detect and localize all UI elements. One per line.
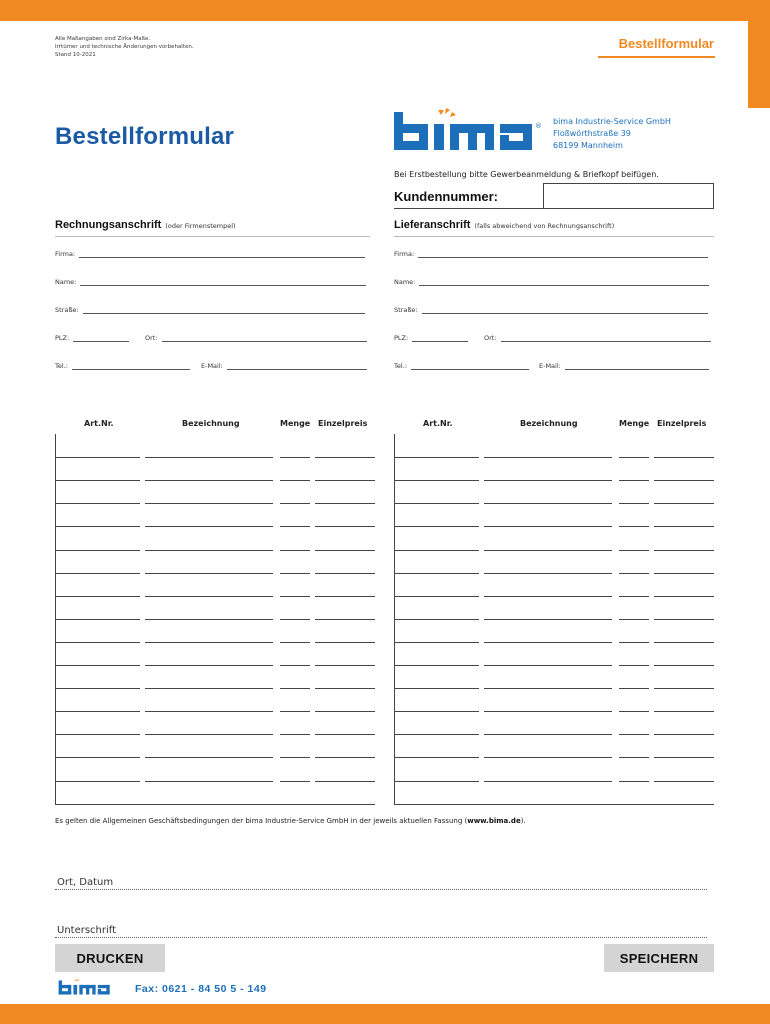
order-cell-line[interactable] xyxy=(280,550,310,551)
order-cell-line[interactable] xyxy=(484,665,612,666)
order-cell-line[interactable] xyxy=(280,573,310,574)
billing-firma-field[interactable]: Firma: xyxy=(55,250,365,258)
order-cell-line[interactable] xyxy=(315,526,375,527)
order-cell-line[interactable] xyxy=(394,688,479,689)
order-cell-line[interactable] xyxy=(394,573,479,574)
order-cell-line[interactable] xyxy=(619,480,649,481)
disclaimer-line: Irrtümer und technische Änderungen vorbehalten. xyxy=(55,44,194,50)
top-accent-bar xyxy=(0,0,770,21)
terms-link[interactable]: www.bima.de xyxy=(467,817,521,825)
order-cell-line[interactable] xyxy=(484,457,612,458)
order-cell-line[interactable] xyxy=(315,457,375,458)
delivery-plz-field[interactable]: PLZ: xyxy=(394,334,468,342)
order-cell-line[interactable] xyxy=(55,619,140,620)
order-cell-line[interactable] xyxy=(654,503,714,504)
order-cell-line[interactable] xyxy=(619,688,649,689)
order-cell-line[interactable] xyxy=(315,757,375,758)
order-cell-line[interactable] xyxy=(280,457,310,458)
order-cell-line[interactable] xyxy=(280,480,310,481)
order-cell-line[interactable] xyxy=(619,573,649,574)
order-cell-line[interactable] xyxy=(55,781,140,782)
order-cell-line[interactable] xyxy=(619,642,649,643)
order-cell-line[interactable] xyxy=(315,688,375,689)
billing-heading xyxy=(55,219,236,231)
order-cell-line[interactable] xyxy=(145,665,273,666)
save-button[interactable]: SPEICHERN xyxy=(604,944,714,972)
order-table-bottom xyxy=(394,804,714,805)
order-cell-line[interactable] xyxy=(280,665,310,666)
order-cell-line[interactable] xyxy=(394,757,479,758)
signature-label: Unterschrift xyxy=(57,925,117,936)
col-head-bezeichnung: Bezeichnung xyxy=(520,419,578,428)
order-cell-line[interactable] xyxy=(484,573,612,574)
order-cell-line[interactable] xyxy=(55,480,140,481)
order-cell-line[interactable] xyxy=(654,596,714,597)
order-cell-line[interactable] xyxy=(280,757,310,758)
order-cell-line[interactable] xyxy=(315,665,375,666)
order-cell-line[interactable] xyxy=(394,480,479,481)
order-cell-line[interactable] xyxy=(315,619,375,620)
order-cell-line[interactable] xyxy=(145,503,273,504)
customer-number-field[interactable] xyxy=(543,183,714,209)
order-cell-line[interactable] xyxy=(394,526,479,527)
order-cell-line[interactable] xyxy=(145,711,273,712)
order-cell-line[interactable] xyxy=(55,711,140,712)
order-cell-line[interactable] xyxy=(145,688,273,689)
delivery-subtitle: (falls abweichend von Rechnungsanschrift) xyxy=(474,222,615,230)
order-cell-line[interactable] xyxy=(619,665,649,666)
order-cell-line[interactable] xyxy=(280,503,310,504)
delivery-name-field[interactable]: Name: xyxy=(394,278,709,286)
order-cell-line[interactable] xyxy=(394,711,479,712)
place-date-label: Ort, Datum xyxy=(57,877,114,888)
col-head-bezeichnung: Bezeichnung xyxy=(182,419,240,428)
delivery-strasse-field[interactable]: Straße: xyxy=(394,306,708,314)
footer-bima-logo xyxy=(55,979,117,996)
order-cell-line[interactable] xyxy=(145,757,273,758)
delivery-heading-rule xyxy=(394,236,714,237)
terms-note: Es gelten die Allgemeinen Geschäftsbedingungen der bima Industrie-Service GmbH in der jeweils aktuellen Fassung (www.bima.de). xyxy=(55,817,526,825)
order-cell-line[interactable] xyxy=(394,734,479,735)
billing-email-field[interactable]: E-Mail: xyxy=(201,362,367,370)
order-cell-line[interactable] xyxy=(619,550,649,551)
order-cell-line[interactable] xyxy=(145,734,273,735)
billing-title: Rechnungsanschrift xyxy=(55,219,162,231)
order-cell-line[interactable] xyxy=(654,665,714,666)
order-cell-line[interactable] xyxy=(654,642,714,643)
order-cell-line[interactable] xyxy=(619,457,649,458)
company-city: 68199 Mannheim xyxy=(553,141,623,150)
order-cell-line[interactable] xyxy=(654,619,714,620)
disclaimer-line: Stand 10-2021 xyxy=(55,52,96,58)
order-cell-line[interactable] xyxy=(654,550,714,551)
order-cell-line[interactable] xyxy=(654,757,714,758)
fax-number: Fax: 0621 - 84 50 5 - 149 xyxy=(135,983,267,995)
col-head-einzelpreis: Einzelpreis xyxy=(318,419,368,428)
order-cell-line[interactable] xyxy=(315,596,375,597)
order-cell-line[interactable] xyxy=(280,781,310,782)
billing-ort-field[interactable]: Ort: xyxy=(145,334,367,342)
order-cell-line[interactable] xyxy=(619,757,649,758)
order-cell-line[interactable] xyxy=(619,619,649,620)
first-order-note: Bei Erstbestellung bitte Gewerbeanmeldung & Briefkopf beifügen. xyxy=(394,170,659,179)
order-cell-line[interactable] xyxy=(484,757,612,758)
order-cell-line[interactable] xyxy=(145,596,273,597)
order-cell-line[interactable] xyxy=(145,457,273,458)
delivery-ort-field[interactable]: Ort: xyxy=(484,334,711,342)
delivery-email-field[interactable]: E-Mail: xyxy=(539,362,709,370)
col-head-menge: Menge xyxy=(280,419,311,428)
order-cell-line[interactable] xyxy=(394,619,479,620)
order-cell-line[interactable] xyxy=(484,642,612,643)
company-address xyxy=(553,116,671,152)
order-cell-line[interactable] xyxy=(484,526,612,527)
order-table-bottom xyxy=(55,804,375,805)
order-cell-line[interactable] xyxy=(394,457,479,458)
order-cell-line[interactable] xyxy=(484,480,612,481)
order-cell-line[interactable] xyxy=(654,573,714,574)
order-cell-line[interactable] xyxy=(145,526,273,527)
order-cell-line[interactable] xyxy=(280,596,310,597)
order-cell-line[interactable] xyxy=(145,550,273,551)
header-title: Bestellformular xyxy=(618,36,714,51)
col-head-artnr: Art.Nr. xyxy=(84,419,114,428)
order-cell-line[interactable] xyxy=(619,711,649,712)
order-cell-line[interactable] xyxy=(394,665,479,666)
order-cell-line[interactable] xyxy=(280,619,310,620)
order-cell-line[interactable] xyxy=(394,550,479,551)
order-cell-line[interactable] xyxy=(55,503,140,504)
order-cell-line[interactable] xyxy=(654,781,714,782)
billing-name-field[interactable]: Name: xyxy=(55,278,366,286)
billing-subtitle: (oder Firmenstempel) xyxy=(165,222,236,230)
disclaimer-line: Alle Maßangaben sind Zirka-Maße. xyxy=(55,36,151,42)
col-head-artnr: Art.Nr. xyxy=(423,419,453,428)
side-accent-bar xyxy=(748,0,770,108)
order-cell-line[interactable] xyxy=(394,503,479,504)
order-cell-line[interactable] xyxy=(654,734,714,735)
order-cell-line[interactable] xyxy=(315,711,375,712)
order-cell-line[interactable] xyxy=(619,503,649,504)
signature-line[interactable] xyxy=(55,937,707,938)
order-cell-line[interactable] xyxy=(55,457,140,458)
order-cell-line[interactable] xyxy=(654,711,714,712)
order-cell-line[interactable] xyxy=(484,550,612,551)
billing-plz-field[interactable]: PLZ: xyxy=(55,334,129,342)
order-cell-line[interactable] xyxy=(55,688,140,689)
order-cell-line[interactable] xyxy=(55,757,140,758)
order-cell-line[interactable] xyxy=(484,619,612,620)
order-cell-line[interactable] xyxy=(394,642,479,643)
order-cell-line[interactable] xyxy=(145,573,273,574)
order-cell-line[interactable] xyxy=(394,596,479,597)
page-title: Bestellformular xyxy=(55,123,235,150)
order-cell-line[interactable] xyxy=(280,642,310,643)
order-cell-line[interactable] xyxy=(145,642,273,643)
order-cell-line[interactable] xyxy=(280,526,310,527)
order-cell-line[interactable] xyxy=(654,526,714,527)
order-cell-line[interactable] xyxy=(484,596,612,597)
order-cell-line[interactable] xyxy=(55,596,140,597)
delivery-firma-field[interactable]: Firma: xyxy=(394,250,708,258)
order-cell-line[interactable] xyxy=(394,781,479,782)
customer-number-rule xyxy=(394,208,543,209)
order-cell-line[interactable] xyxy=(654,688,714,689)
order-cell-line[interactable] xyxy=(280,711,310,712)
billing-heading-rule xyxy=(55,236,370,237)
delivery-tel-field[interactable]: Tel.: xyxy=(394,362,529,370)
order-cell-line[interactable] xyxy=(145,480,273,481)
customer-number-label: Kundennummer: xyxy=(394,189,498,204)
order-cell-line[interactable] xyxy=(484,711,612,712)
order-cell-line[interactable] xyxy=(484,734,612,735)
header-rule xyxy=(598,56,715,58)
order-cell-line[interactable] xyxy=(315,734,375,735)
col-head-menge: Menge xyxy=(619,419,650,428)
order-cell-line[interactable] xyxy=(315,550,375,551)
order-cell-line[interactable] xyxy=(55,573,140,574)
order-cell-line[interactable] xyxy=(315,642,375,643)
order-cell-line[interactable] xyxy=(654,457,714,458)
order-cell-line[interactable] xyxy=(315,781,375,782)
order-cell-line[interactable] xyxy=(484,503,612,504)
print-button[interactable]: DRUCKEN xyxy=(55,944,165,972)
billing-strasse-field[interactable]: Straße: xyxy=(55,306,365,314)
registered-mark: ® xyxy=(535,122,542,130)
order-cell-line[interactable] xyxy=(280,734,310,735)
col-head-einzelpreis: Einzelpreis xyxy=(657,419,707,428)
delivery-title: Lieferanschrift xyxy=(394,219,471,231)
order-cell-line[interactable] xyxy=(619,781,649,782)
order-cell-line[interactable] xyxy=(619,734,649,735)
billing-tel-field[interactable]: Tel.: xyxy=(55,362,190,370)
delivery-heading xyxy=(394,219,614,231)
order-cell-line[interactable] xyxy=(55,550,140,551)
order-cell-line[interactable] xyxy=(55,734,140,735)
bima-logo xyxy=(394,108,542,154)
bottom-accent-bar xyxy=(0,1004,770,1024)
disclaimer xyxy=(55,35,194,59)
order-cell-line[interactable] xyxy=(55,665,140,666)
order-cell-line[interactable] xyxy=(654,480,714,481)
order-cell-line[interactable] xyxy=(315,503,375,504)
order-cell-line[interactable] xyxy=(280,688,310,689)
order-cell-line[interactable] xyxy=(55,642,140,643)
order-cell-line[interactable] xyxy=(619,596,649,597)
order-cell-line[interactable] xyxy=(315,573,375,574)
company-street: Floßwörthstraße 39 xyxy=(553,129,631,138)
order-cell-line[interactable] xyxy=(55,526,140,527)
order-cell-line[interactable] xyxy=(315,480,375,481)
company-name: bima Industrie-Service GmbH xyxy=(553,117,671,126)
order-cell-line[interactable] xyxy=(145,781,273,782)
order-cell-line[interactable] xyxy=(619,526,649,527)
order-cell-line[interactable] xyxy=(484,781,612,782)
order-cell-line[interactable] xyxy=(145,619,273,620)
order-cell-line[interactable] xyxy=(484,688,612,689)
place-date-line[interactable] xyxy=(55,889,707,890)
